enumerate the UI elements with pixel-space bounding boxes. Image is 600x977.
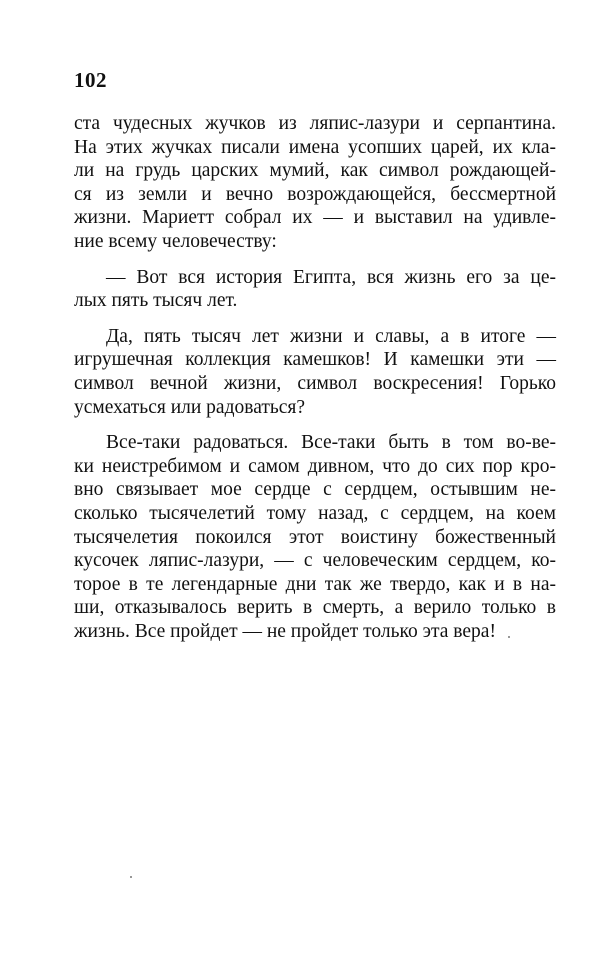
text-line: Да, пять тысяч лет жизни и славы, а в итоге — bbox=[106, 325, 556, 347]
text-line: жизнь. Все пройдет — не пройдет только эта вера! bbox=[74, 620, 496, 642]
text-line: лых пять тысяч лет. bbox=[74, 290, 238, 312]
text-line: усмехаться или радоваться? bbox=[74, 396, 306, 418]
text-line: игрушечная коллекция камешков! И камешки эти — bbox=[74, 349, 556, 371]
paragraph bbox=[74, 431, 556, 643]
text-line: сколько тысячелетий тому назад, с сердцем, на коем bbox=[74, 502, 556, 524]
text-line: кусочек ляпис-лазури, — с человеческим сердцем, ко- bbox=[74, 550, 556, 572]
text-line: ста чудесных жучков из ляпис-лазури и серпантина. bbox=[74, 113, 556, 134]
text-line: — Вот вся история Египта, вся жизнь его за це- bbox=[106, 266, 556, 288]
page-number: 102 bbox=[74, 68, 107, 92]
text-line: Все-таки радоваться. Все-таки быть в том во-ве- bbox=[106, 432, 556, 454]
text-line: ки неистребимом и самом дивном, что до сих пор кро- bbox=[74, 455, 556, 477]
print-speck bbox=[130, 876, 132, 878]
text-line: ли на грудь царских мумий, как символ рождающей- bbox=[74, 160, 556, 182]
paragraph bbox=[74, 266, 556, 313]
text-line: вно связывает мое сердце с сердцем, остывшим не- bbox=[74, 479, 556, 501]
text-line: ся из земли и вечно возрождающейся, бессмертной bbox=[74, 183, 556, 205]
text-line: символ вечной жизни, символ воскресения! Горько bbox=[74, 372, 556, 394]
text-line: На этих жучках писали имена усопших царей, их кла- bbox=[74, 136, 556, 158]
paragraph bbox=[74, 325, 556, 419]
text-line: ние всему человечеству: bbox=[74, 230, 277, 252]
print-speck bbox=[508, 636, 510, 638]
paragraph bbox=[74, 112, 556, 254]
text-line: тысячелетия покоился этот воистину божественный bbox=[74, 526, 556, 548]
text-line: ши, отказывалось верить в смерть, а верило только в bbox=[74, 597, 556, 619]
text-line: торое в те легендарные дни так же твердо, как и в на- bbox=[74, 573, 556, 595]
body-text bbox=[74, 112, 556, 655]
text-line: жизни. Мариетт собрал их — и выставил на удивле- bbox=[74, 207, 556, 229]
